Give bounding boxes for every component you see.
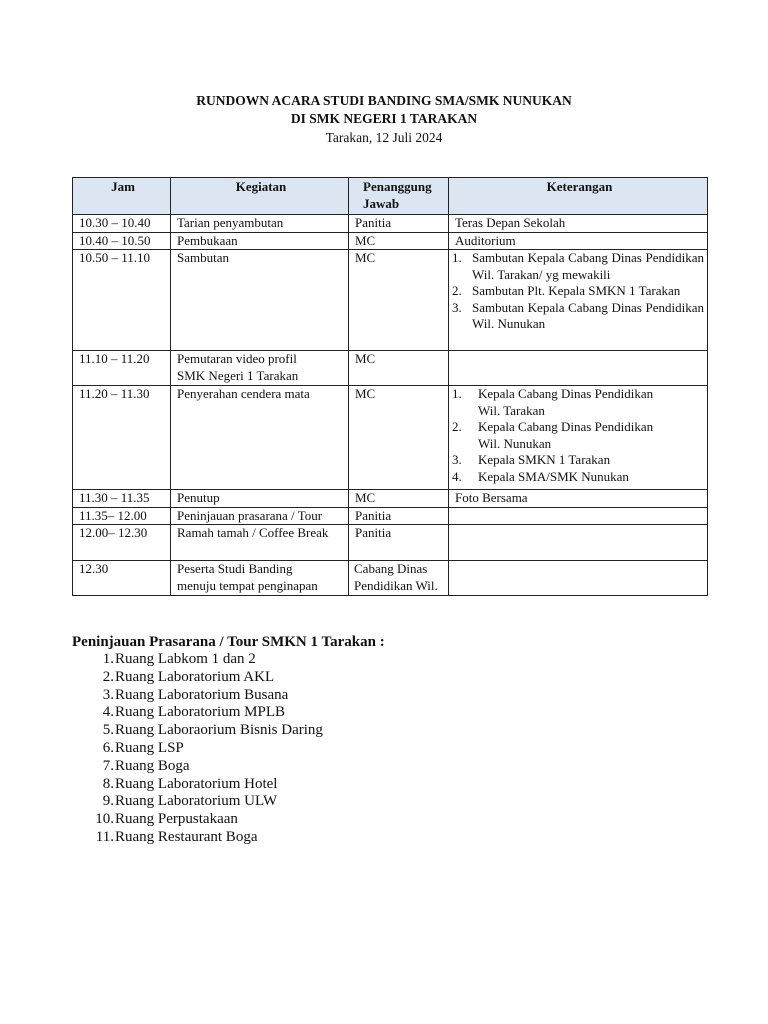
kegiatan-line1: Peserta Studi Banding — [177, 561, 293, 576]
cell-penanggung-jawab: Panitia — [349, 525, 449, 561]
cell-jam: 10.50 – 11.10 — [73, 250, 171, 351]
cell-keterangan — [449, 351, 708, 386]
list-item: 4. Kepala SMA/SMK Nunukan — [452, 468, 629, 484]
list-item: 1. Sambutan Kepala Cabang Dinas Pendidikan Wil. Tarakan/ yg mewakili — [452, 250, 704, 282]
document-date: Tarakan, 12 Juli 2024 — [325, 130, 443, 145]
header-kegiatan: Kegiatan — [171, 178, 349, 215]
cell-keterangan — [449, 386, 708, 490]
cell-jam: 10.40 – 10.50 — [73, 232, 171, 250]
sambutan-list — [452, 250, 704, 333]
table-row — [73, 215, 708, 233]
cell-penanggung-jawab: Panitia — [349, 215, 449, 233]
cell-penanggung-jawab — [349, 561, 449, 596]
list-item: 3. Ruang Laboratorium Busana — [102, 686, 289, 703]
header-jam: Jam — [73, 178, 171, 215]
header-penanggung-line2: Jawab — [363, 195, 400, 211]
list-item: 7. Ruang Boga — [102, 757, 190, 774]
cell-penanggung-jawab: MC — [349, 386, 449, 490]
list-item: 8. Ruang Laboratorium Hotel — [102, 775, 278, 792]
cell-keterangan — [449, 250, 708, 351]
table-row — [73, 561, 708, 596]
list-item: 10. Ruang Perpustakaan — [95, 811, 238, 828]
cell-jam: 11.20 – 11.30 — [73, 386, 171, 490]
cell-penanggung-jawab: MC — [349, 250, 449, 351]
cell-kegiatan: Sambutan — [171, 250, 349, 351]
cell-kegiatan: Ramah tamah / Coffee Break — [171, 525, 349, 561]
header-keterangan: Keterangan — [449, 178, 708, 215]
cell-jam: 11.30 – 11.35 — [73, 490, 171, 508]
rundown-table — [72, 177, 708, 596]
cell-keterangan: Auditorium — [449, 232, 708, 250]
cell-penanggung-jawab: MC — [349, 232, 449, 250]
cendera-mata-list — [452, 386, 667, 485]
list-item: 2. Sambutan Plt. Kepala SMKN 1 Tarakan — [452, 283, 681, 298]
list-item: 2. Ruang Laboratorium AKL — [102, 668, 275, 685]
list-item: 5. Ruang Laboraorium Bisnis Daring — [102, 722, 323, 739]
tour-list — [72, 651, 323, 847]
table-row — [73, 525, 708, 561]
cell-kegiatan: Penutup — [171, 490, 349, 508]
header-penanggung-jawab — [349, 178, 449, 215]
cell-kegiatan — [171, 561, 349, 596]
kegiatan-line2: menuju tempat penginapan — [177, 577, 318, 593]
cell-kegiatan: Tarian penyambutan — [171, 215, 349, 233]
cell-kegiatan: Pembukaan — [171, 232, 349, 250]
cell-penanggung-jawab: MC — [349, 490, 449, 508]
list-item: 1. Ruang Labkom 1 dan 2 — [102, 651, 256, 667]
list-item: 6. Ruang LSP — [102, 739, 184, 756]
tour-heading: Peninjauan Prasarana / Tour SMKN 1 Tarakan : — [72, 634, 385, 650]
cell-jam: 11.10 – 11.20 — [73, 351, 171, 386]
list-item: 3. Sambutan Kepala Cabang Dinas Pendidikan Wil. Nunukan — [452, 299, 704, 331]
document-title-line2: DI SMK NEGERI 1 TARAKAN — [290, 111, 478, 126]
cell-penanggung-jawab: MC — [349, 351, 449, 386]
cell-keterangan — [449, 525, 708, 561]
cell-keterangan — [449, 561, 708, 596]
header-penanggung-line1: Penanggung — [363, 179, 432, 194]
cell-keterangan: Foto Bersama — [449, 490, 708, 508]
cell-kegiatan: Peninjauan prasarana / Tour — [171, 507, 349, 525]
pj-line2: Pendidikan Wil. — [354, 577, 438, 593]
list-item: 4. Ruang Laboratorium MPLB — [102, 704, 285, 721]
table-row — [73, 386, 708, 490]
table-row — [73, 351, 708, 386]
list-item: 9. Ruang Laboratorium ULW — [102, 793, 278, 810]
cell-keterangan — [449, 507, 708, 525]
cell-jam: 12.00– 12.30 — [73, 525, 171, 561]
cell-jam: 10.30 – 10.40 — [73, 215, 171, 233]
cell-kegiatan — [171, 351, 349, 386]
pj-line1: Cabang Dinas — [354, 561, 428, 576]
list-item: 11. Ruang Restaurant Boga — [95, 828, 258, 845]
table-row — [73, 232, 708, 250]
list-item: 2. Kepala Cabang Dinas Pendidikan Wil. Nunukan — [452, 419, 654, 451]
table-row — [73, 250, 708, 351]
document-title-line1: RUNDOWN ACARA STUDI BANDING SMA/SMK NUNUKAN — [196, 93, 572, 108]
table-row — [73, 507, 708, 525]
cell-penanggung-jawab: Panitia — [349, 507, 449, 525]
list-item: 1. Kepala Cabang Dinas Pendidikan Wil. Tarakan — [452, 386, 654, 418]
kegiatan-line2: SMK Negeri 1 Tarakan — [177, 367, 299, 383]
list-item: 3. Kepala SMKN 1 Tarakan — [452, 452, 611, 467]
cell-keterangan: Teras Depan Sekolah — [449, 215, 708, 233]
kegiatan-line1: Pemutaran video profil — [177, 351, 297, 366]
table-row — [73, 490, 708, 508]
cell-jam: 12.30 — [73, 561, 171, 596]
cell-kegiatan: Penyerahan cendera mata — [171, 386, 349, 490]
cell-jam: 11.35– 12.00 — [73, 507, 171, 525]
table-header-row — [73, 178, 708, 215]
